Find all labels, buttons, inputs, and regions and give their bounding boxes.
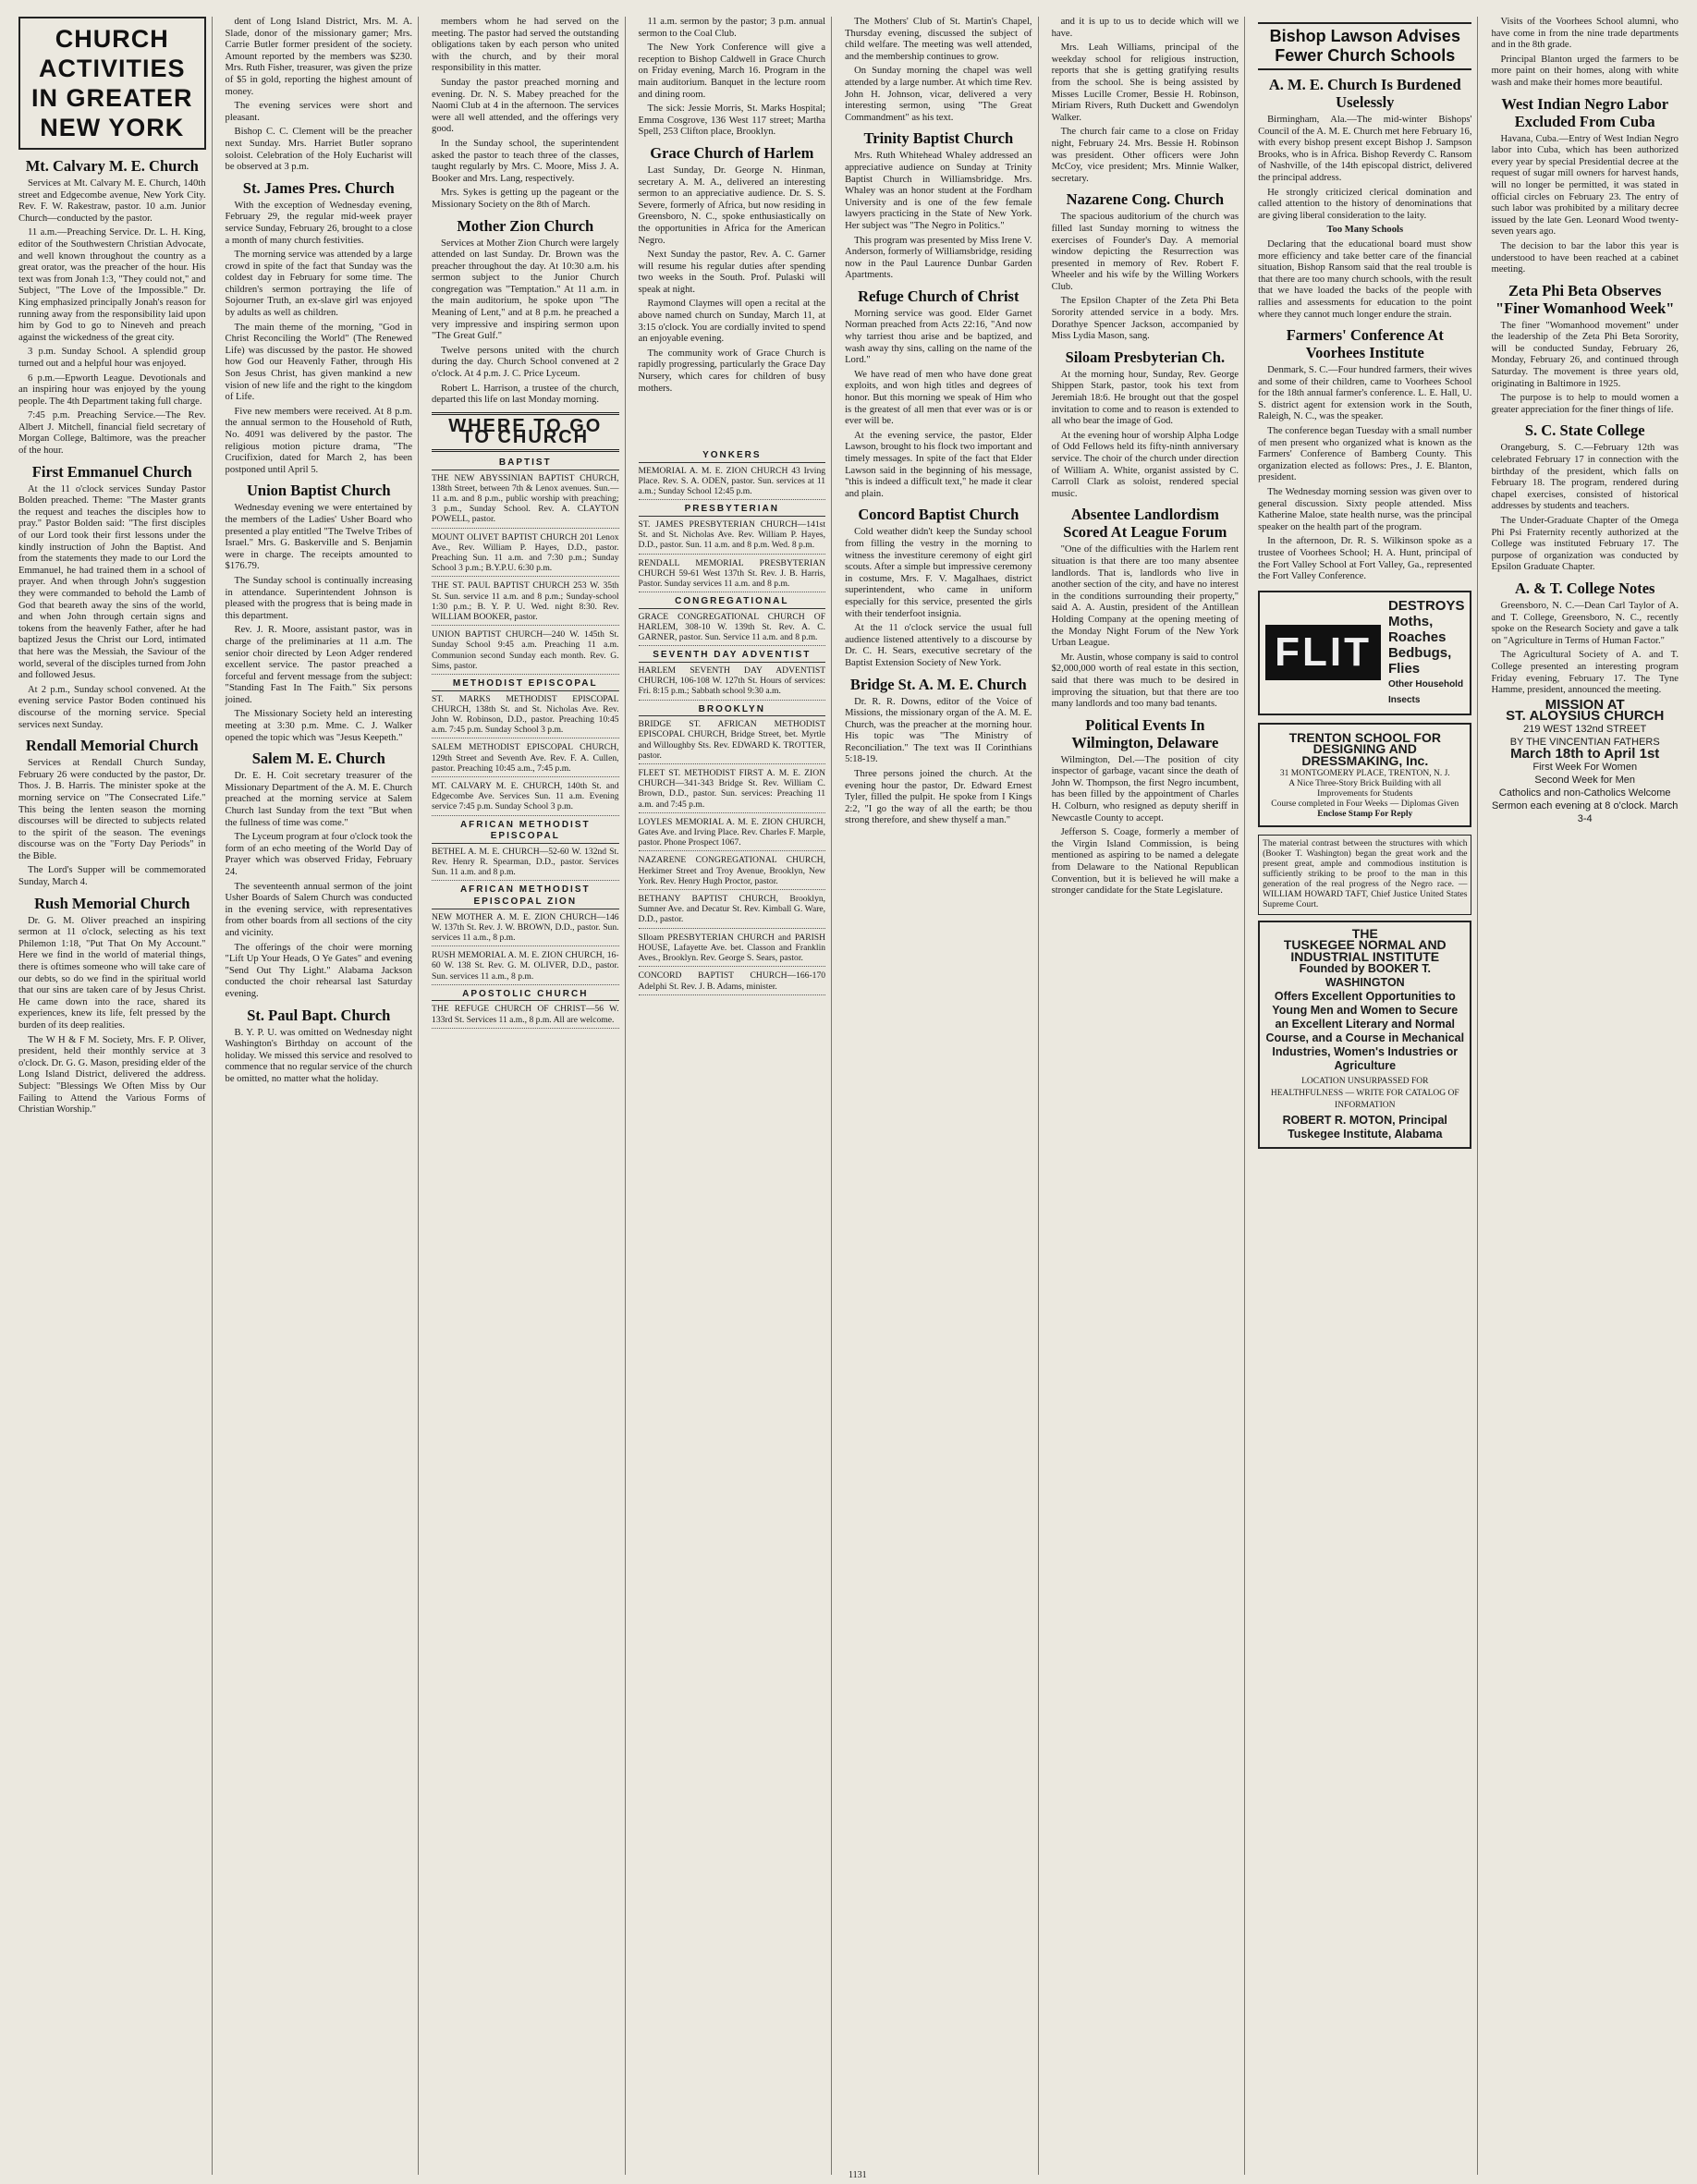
flit-line: Other Household Insects	[1387, 678, 1464, 705]
directory-entry: MT. CALVARY M. E. CHURCH, 140th St. and Edgecombe Ave. Services Sun. 11 a.m. Evening service 7:45 p.m. Sunday School 3 p.m.	[432, 781, 619, 816]
headline: Absentee Landlordism Scored At League Forum	[1063, 506, 1227, 542]
article-paragraph: 11 a.m.—Preaching Service. Dr. L. H. King, editor of the Southwestern Christian Advocate, and well known throughout the country as a great orator, was the preacher of the hour. His text was from Jonah 1:3, "They could not," and Subject, "The Love of the Impossible." Dr. King emphasized principally Jonah's reason for running away from the responsibility laid upon him by God to go to Nineveh and preach against the wickedness of the great city.	[18, 227, 206, 343]
article-paragraph: The W H & F M. Society, Mrs. F. P. Oliver, president, held their monthly service at 3 o'clock. Dr. G. G. Mason, presiding elder of the Long Island District, delivered the address. Subject: "Blessings We Often Miss by Our Failing to Attend the Various Forms of Christian Worship."	[18, 1034, 206, 1116]
tuskegee-line: LOCATION UNSURPASSED FOR HEALTHFULNESS — WRITE FOR CATALOG OF INFORMATION	[1270, 1077, 1459, 1110]
directory-entry: THE NEW ABYSSINIAN BAPTIST CHURCH, 138th Street, between 7th & Lenox avenues. Sun.—11 a.m. and 8 p.m., public worship with preaching; 3 p.m., Sunday School. Rev. A. CLAYTON POWELL, pastor.	[432, 473, 619, 529]
tuskegee-line: THE	[1351, 925, 1378, 941]
trenton-address: 31 MONTGOMERY PLACE, TRENTON, N. J.	[1279, 768, 1450, 778]
headline: Political Events In Wilmington, Delaware	[1071, 715, 1219, 751]
article-paragraph: The decision to bar the labor this year is understood to have been reached at a cabinet meeting.	[1491, 240, 1679, 275]
tuskegee-line: ROBERT R. MOTON, Principal	[1282, 1114, 1447, 1128]
article-paragraph: The Sunday school is continually increasing in attendance. Superintendent Johnson is pleased with the progress that is being made in this department.	[225, 575, 413, 621]
headline: Bridge St. A. M. E. Church	[849, 675, 1027, 693]
article-paragraph: Rev. J. R. Moore, assistant pastor, was in charge of the preliminaries at 11 a.m. The senior choir directed by Leon Adger rendered excellent service. The pastor preached a forceful and fervent message from the subject: "Standing Fast In The Faith." Six persons joined.	[225, 625, 413, 705]
article-paragraph: The offerings of the choir were morning "Lift Up Your Heads, O Ye Gates" and evening "Send Out Thy Light." Alabama Jackson conducted the choir rehearsal last Saturday evening.	[225, 942, 413, 999]
mission-address: 219 WEST 132nd STREET	[1523, 723, 1647, 735]
headline: Farmers' Conference At Voorhees Institute	[1286, 326, 1444, 362]
column-grid	[13, 17, 1684, 2175]
headline: Zeta Phi Beta Observes "Finer Womanhood Week"	[1496, 281, 1675, 317]
headline: Refuge Church of Christ	[858, 287, 1019, 305]
article-paragraph: The spacious auditorium of the church was filled last Sunday morning to witness the exercises of Founder's Day. A memorial window depicting the Resurrection was presented in memory of Rev. Robert F. Wheeler and his wife by the Willing Workers Club.	[1051, 212, 1239, 292]
directory-entry: HARLEM SEVENTH DAY ADVENTIST CHURCH, 106-108 W. 127th St. Hours of services: Fri. 8:15 p.m.; Sabbath school 9:30 a.m.	[639, 665, 826, 701]
article-paragraph: At the morning hour, Sunday, Rev. George Shippen Stark, pastor, took his text from Jeremiah 18:6. He brought out that the gospel invitation to come and to reason is extended to all who bear the image of God.	[1051, 369, 1239, 427]
article-paragraph: The sick: Jessie Morris, St. Marks Hospital; Emma Cosgrove, 136 West 117 street; Martha Spell, 253 Clifton place, Brooklyn.	[638, 104, 826, 138]
mission-line: First Week For Women	[1532, 761, 1638, 773]
directory-entry: GRACE CONGREGATIONAL CHURCH OF HARLEM, 308-10 W. 139th St. Rev. A. C. GARNER, pastor. Sun. Service 11 a.m. and 8 p.m.	[639, 612, 826, 647]
article-paragraph: The conference began Tuesday with a small number of men present who organized what is known as the Farmers' Conference of Bamberg County. This organization elected as follows: Pres., J. E. Blanton, president.	[1258, 426, 1472, 483]
headline: Salem M. E. Church	[251, 750, 385, 768]
directory-entry: MOUNT OLIVET BAPTIST CHURCH 201 Lenox Ave., Rev. William P. Hayes, D.D., pastor. Preaching Sun. 11 a.m. and 7:30 p.m.; Sunday School 3 p.m.; B.Y.P.U. 6:30 p.m.	[432, 532, 619, 578]
article-paragraph: At the 11 o'clock services Sunday Pastor Bolden preached. Theme: "The Master grants the request and teaches the disciples how to pray." Pastor Bolden said: "The first disciples of our Lord took their first lessons under the kindly instruction of John the Baptist. And from the statements they made to our Lord the Emmanuel, he had trained them in a school of prayer. And when through John's suggestion they were commanded to behold the Lamb of God that beareth away the sins of the world, and when John through certain signs and tokens from the heavenly Father, after he had baptized Jesus the Christ our Lord, intimated that here was the Messiah, the Saviour of the world, several of the disciples turned from John and followed Jesus.	[18, 483, 206, 681]
article-paragraph: B. Y. P. U. was omitted on Wednesday night Washington's Birthday on account of the holiday. We missed this service and resolved to commence that no regular service of the church be omitted, no matter what the holiday.	[225, 1027, 413, 1084]
article-paragraph: Services at Mt. Calvary M. E. Church, 140th street and Edgecombe avenue, New York City. Rev. F. W. Rakestraw, pastor. 10 a.m. Junior Church—conducted by the pastor.	[18, 178, 206, 224]
tuskegee-line: Offers Excellent Opportunities to Young Men and Women to Secure an Excellent Literary and Normal Course, and a Course in Mechanical Industries, Women's Industries or Agriculture	[1265, 990, 1465, 1073]
headline: Siloam Presbyterian Ch.	[1065, 348, 1226, 366]
mission-line: Catholics and non-Catholics Welcome	[1498, 787, 1671, 799]
article-paragraph: The purpose is to help to mould women a greater appreciation for the finer things of life.	[1491, 393, 1679, 415]
article-paragraph: The morning service was attended by a large crowd in spite of the fact that Sunday was the coldest day in February for some time. The children's sermon portraying the life of Sojourner Truth, an ex-slave girl was enjoyed by adults as well as children.	[225, 250, 413, 319]
column-4	[633, 17, 833, 2175]
article-paragraph: Services at Mother Zion Church were largely attended on last Sunday. Dr. Brown was the preacher throughout the day. At 10:30 a.m. his sermon subject to the Junior Church congregation was "Temptation." At 11 a.m. in the main auditorium, he spoke upon "The Meaning of Lent," and at 8 p.m. he preached a very impressive and inspiring sermon upon "The Great Gulf."	[432, 238, 619, 342]
article-paragraph: "One of the difficulties with the Harlem rent situation is that there are too many absentee landlords. That is, landlords who live in another section of the city, and have no interest in the conditions surrounding their property," said A. A. Austin, president of the Antillean Holding Company at the opening meeting of the Monday Night Forum of the New York Urban League.	[1051, 544, 1239, 649]
directory-entry: RENDALL MEMORIAL PRESBYTERIAN CHURCH 59-61 West 137th St. Rev. J. B. Harris, Pastor. Sunday services 11 a.m. and 8 p.m.	[639, 558, 826, 593]
article-paragraph: The Missionary Society held an interesting meeting at 3:30 p.m. Mme. C. J. Walker opened the topic which was "Jesus Keepeth."	[225, 709, 413, 743]
article-paragraph: With the exception of Wednesday evening, February 29, the regular mid-week prayer service Sunday, February 26, brought to a close a month of many church festivities.	[225, 200, 413, 246]
directory-entry: CONCORD BAPTIST CHURCH—166-170 Adelphi St. Rev. J. B. Adams, minister.	[639, 970, 826, 994]
article-paragraph: The Wednesday morning session was given over to general discussion. Sixty people attended. Miss Katherine Maloe, state health nurse, was the principal speaker on the health part of the program.	[1258, 487, 1472, 532]
flit-line: Bedbugs, Flies	[1387, 644, 1452, 677]
directory-entry: BRIDGE ST. AFRICAN METHODIST EPISCOPAL CHURCH, Bridge Street, bet. Myrtle and Willoughby Sts. Rev. EDWARD K. TROTTER, pastor.	[639, 719, 826, 764]
masthead-line-2: IN GREATER NEW YORK	[31, 84, 193, 141]
article-paragraph: The New York Conference will give a reception to Bishop Caldwell in Grace Church on Friday evening, March 16. Program in the main auditorium. Banquet in the lecture room and dining room.	[638, 43, 826, 100]
headline: Nazarene Cong. Church	[1066, 190, 1225, 209]
headline: Bishop Lawson Advises Fewer Church Schools	[1258, 22, 1471, 70]
article-paragraph: At the evening hour of worship Alpha Lodge of Odd Fellows held its fifty-ninth anniversary service. The choir of the church under direction of William A. White, organist assisted by C. Carroll Clark as soloist, rendered special music.	[1051, 430, 1239, 499]
headline: Rendall Memorial Church	[25, 737, 199, 755]
column-2	[220, 17, 420, 2175]
article-paragraph: Birmingham, Ala.—The mid-winter Bishops' Council of the A. M. E. Church met here February 16, with every bishop present except Bishop J. Sampson Brooks, who is in Africa. Bishop Reverdy C. Ransom of Nashville, of the 14th episcopal district, delivered the principal address.	[1258, 115, 1472, 183]
directory-entry: BETHANY BAPTIST CHURCH, Brooklyn, Sumner Ave. and Decatur St. Rev. Kimball G. Ware, D.D., pastor.	[639, 894, 826, 929]
subheadline: A. M. E. Church Is Burdened Uselessly	[1268, 76, 1461, 111]
directory-section-heading: BROOKLYN	[639, 704, 826, 717]
article-paragraph: Orangeburg, S. C.—February 12th was celebrated February 17 in connection with the birthday of the president, which falls on February 18. The program, rendered during chapel exercises, consisted of historical addresses by students and teachers.	[1491, 443, 1679, 512]
article-paragraph: We have read of men who have done great exploits, and won high titles and degrees of honor. But this morning we speak of Him who is the greatest of all men that ever was or is or ever will be.	[845, 369, 1032, 427]
column-5	[839, 17, 1039, 2175]
section-subhead: Too Many Schools	[1326, 225, 1404, 236]
article-paragraph: Wilmington, Del.—The position of city inspector of garbage, vacant since the death of John W. Thompson, the first Negro incumbent, has been filled by the appointment of Charles H. Colburn, who resigned as deputy sheriff in Newcastle County to accept.	[1051, 754, 1239, 824]
directory-entry: NEW MOTHER A. M. E. ZION CHURCH—146 W. 137th St. Rev. J. W. BROWN, D.D., pastor. Sun. services 11 a.m., 8 p.m.	[432, 912, 619, 947]
trenton-title: TRENTON SCHOOL FOR DESIGNING AND DRESSMAKING, Inc.	[1288, 729, 1441, 768]
headline: St. Paul Bapt. Church	[247, 1006, 391, 1024]
article-paragraph: The Under-Graduate Chapter of the Omega Phi Psi Fraternity recently authorized at the College was instituted February 17. The purpose of organization was conducted by Epsilon Graduate Chapter.	[1491, 516, 1679, 573]
headline: A. & T. College Notes	[1514, 579, 1655, 597]
directory-section-heading: SEVENTH DAY ADVENTIST	[639, 650, 826, 663]
article-paragraph: Morning service was good. Elder Garnet Norman preached from Acts 22:16, "And now why tarriest thou arise and be baptized, and wash away thy sins, calling on the name of the Lord."	[845, 308, 1032, 366]
article-paragraph: At the evening service, the pastor, Elder Lawson, brought to his flock two important and timely messages. In spite of the fact that Elder Lawson said in the beginning of his message, "this is indeed a difficult text," he made it clear and plain.	[845, 430, 1032, 499]
tuskegee-advertisement	[1258, 921, 1471, 1150]
article-paragraph: Mrs. Ruth Whitehead Whaley addressed an appreciative audience on Sunday at Trinity Baptist Church in Williamsbridge. Mrs. Whaley was an honor student at the Fordham University and is one of the few female lawyers practicing in the State of New York. Her subject was "The Negro in Politics."	[845, 151, 1032, 231]
directory-section-heading: METHODIST EPISCOPAL	[432, 678, 619, 691]
flit-line: Moths, Roaches	[1387, 613, 1447, 645]
flit-logo: FLIT	[1265, 625, 1381, 680]
article-paragraph: Mrs. Leah Williams, principal of the weekday school for religious instruction, reports that she is getting gratifying results from the school. She is being assisted by Misses Lucille Cromer, Bessie H. Robinson, Miriam Rivers, Ruth Duckett and Gwendolyn Walker.	[1051, 43, 1239, 123]
masthead-line-1: CHURCH ACTIVITIES	[39, 25, 186, 82]
directory-entry: ST. MARKS METHODIST EPISCOPAL CHURCH, 138th St. and St. Nicholas Ave. Rev. John W. Robinson, D.D., pastor. Preaching 10:45 a.m. 7:45 p.m. Sunday School 3 p.m.	[432, 694, 619, 739]
headline: Grace Church of Harlem	[650, 143, 814, 162]
headline: Union Baptist Church	[246, 482, 391, 500]
headline: Mother Zion Church	[457, 216, 594, 235]
flit-advertisement	[1258, 591, 1471, 715]
directory-section-heading: BAPTIST	[432, 458, 619, 470]
article-paragraph: 11 a.m. sermon by the pastor; 3 p.m. annual sermon to the Coal Club.	[638, 17, 826, 39]
directory-title: WHERE TO GO TO CHURCH	[432, 412, 619, 452]
article-paragraph: At 2 p.m., Sunday school convened. At the evening service Pastor Boden continued his discourse of the morning service. Special services next Sunday.	[18, 684, 206, 730]
article-paragraph: Jefferson S. Coage, formerly a member of the Virgin Island Commission, is being mentioned as aspiring to be named a delegate from Delaware to the National Republican Convention, but it is believed he will make a stronger candidate for the State Legislature.	[1051, 827, 1239, 897]
directory-entry: LOYLES MEMORIAL A. M. E. ZION CHURCH, Gates Ave. and Irving Place. Rev. Charles F. Marple, pastor. Phone Prospect 1067.	[639, 817, 826, 852]
trenton-line: A Nice Three-Story Brick Building with all Improvements for Students	[1288, 778, 1442, 799]
masthead	[18, 17, 206, 150]
article-paragraph: Bishop C. C. Clement will be the preacher next Sunday. Mrs. Harriet Butler soprano soloist. Celebration of the Holy Eucharist will be observed at 3 p.m.	[225, 127, 413, 173]
article-paragraph: Raymond Claymes will open a recital at the above named church on Sunday, March 11, at 3:15 o'clock. You are cordially invited to spend an enjoyable evening.	[638, 299, 826, 345]
tuskegee-title: TUSKEGEE NORMAL AND INDUSTRIAL INSTITUTE	[1283, 937, 1447, 964]
trenton-line: Course completed in Four Weeks — Diplomas Given	[1271, 799, 1459, 809]
article-paragraph: This program was presented by Miss Irene V. Anderson, formerly of Williamsbridge, residing now in the Paul Laurence Dunbar Garden Apartments.	[845, 235, 1032, 281]
article-paragraph: The Lord's Supper will be commemorated Sunday, March 4.	[18, 865, 206, 888]
article-paragraph: Twelve persons united with the church during the day. Church School convened at 2 o'clock. At 4 p.m. J. C. Price Lyceum.	[432, 345, 619, 380]
article-paragraph: 6 p.m.—Epworth League. Devotionals and an inspiring hour was enjoyed by the young people. The 4th Department taking full charge.	[18, 372, 206, 407]
article-paragraph: and it is up to us to decide which will we have.	[1051, 17, 1239, 39]
article-paragraph: Dr. R. R. Downs, editor of the Voice of Missions, the missionary organ of the A. M. E. Church, was the preacher at the morning hour. His topic was "The Ministry of Reconciliation." The text was II Corinthians 5:18-19.	[845, 696, 1032, 765]
headline: S. C. State College	[1524, 421, 1645, 440]
tuskegee-line: Tuskegee Institute, Alabama	[1288, 1128, 1443, 1141]
article-paragraph: The seventeenth annual sermon of the joint Usher Boards of Salem Church was conducted in the evening service, with representatives from other boards from all sections of the city and vicinity.	[225, 881, 413, 938]
directory-entry: BETHEL A. M. E. CHURCH—52-60 W. 132nd St. Rev. Henry R. Spearman, D.D., pastor. Services Sun. 11 a.m. and 8 p.m.	[432, 847, 619, 882]
trenton-advertisement	[1258, 723, 1471, 827]
article-paragraph: Dr. G. M. Oliver preached an inspiring sermon at 11 o'clock, selecting as his text Philemon 1:18, "Put That On My Account." Here we find in the world of material things, there is oftimes someone who will take care of our debts, so do we find in the spiritual world that our sins are taken care of by Jesus Christ. He came down into the race, shared its experiences, knew its life, felt pressed by the burden of its deep realities.	[18, 915, 206, 1031]
article-paragraph: Greensboro, N. C.—Dean Carl Taylor of A. and T. College, Greensboro, N. C., recently spoke on the Research Society and gave a talk on "Agriculture in Terms of Human Factor."	[1491, 600, 1679, 646]
directory-section-heading: YONKERS	[639, 450, 826, 463]
article-paragraph: The evening services were short and pleasant.	[225, 101, 413, 123]
article-paragraph: dent of Long Island District, Mrs. M. A. Slade, donor of the missionary gamer; Mrs. Carrie Butler former president of the society. Amount reported by the members was $230. Mrs. Ruth Fisher, treasurer, was given the prize of $5 in gold, reporting the highest amount of money.	[225, 17, 413, 97]
article-paragraph: Sunday the pastor preached morning and evening. Dr. N. S. Mabey preached for the Naomi Club at 4 in the afternoon. The services were all well attended, and the offerings very good.	[432, 77, 619, 135]
column-1	[13, 17, 213, 2175]
headline: Concord Baptist Church	[858, 506, 1019, 524]
article-paragraph: In the afternoon, Dr. R. S. Wilkinson spoke as a trustee of Voorhees School; H. A. Hunt, principal of the Fort Valley School at Fort Valley, Ga., represented the Fort Valley Conference.	[1258, 536, 1472, 582]
article-paragraph: Declaring that the educational board must show more efficiency and take better care of the financial situation, Bishop Ransom said that the real trouble is that there are too many church schools, with the result that we have loaded the backs of the people with rallies and assessments for education to the point where they cannot much longer endure the strain.	[1258, 238, 1472, 320]
article-paragraph: The Epsilon Chapter of the Zeta Phi Beta Sorority attended service in a body. Mrs. Dorathye Spencer Jackson, accompanied by Miss Lydia Mason, sang.	[1051, 296, 1239, 342]
article-paragraph: Last Sunday, Dr. George N. Hinman, secretary A. M. A., delivered an interesting sermon to an appreciative audience. Dr. S. S. Severe, formerly of Africa, but now residing in Greensboro, N. C., spoke enthusiastically on the opportunities in Africa for the American Negro.	[638, 165, 826, 246]
article-paragraph: Three persons joined the church. At the evening hour the pastor, Dr. Edward Ernest Tyler, filled the pulpit. He spoke from I Kings 2:2, "I go the way of all the earth; be thou strong therefore, and shew thyself a man."	[845, 769, 1032, 826]
headline: Rush Memorial Church	[34, 894, 190, 912]
article-paragraph: The church fair came to a close on Friday night, February 24. Mrs. Bessie H. Robinson was president. Other officers were John McCoy, vice president; Mrs. Minnie Walker, secretary.	[1051, 127, 1239, 184]
article-paragraph: The community work of Grace Church is rapidly progressing, particularly the Grace Day Nursery, which cares for children of busy mothers.	[638, 348, 826, 394]
mission-by: BY THE VINCENTIAN FATHERS	[1509, 736, 1660, 748]
article-paragraph: Principal Blanton urged the farmers to be more paint on their homes, along with white wash and make their homes more beautiful.	[1491, 54, 1679, 88]
article-paragraph: Cold weather didn't keep the Sunday school from filling the vestry in the morning to witness the investiture ceremony of eight girl scouts. After a simple but impressive ceremony in costume, Mrs. F. V. Magalhaes, district superintendent, who came in uniform especially for this service, presented the girls with their tenderfoot insignia.	[845, 527, 1032, 619]
directory-entry: NAZARENE CONGREGATIONAL CHURCH, Herkimer Street and Troy Avenue, Brooklyn, New York. Rev. Henry Hugh Proctor, pastor.	[639, 855, 826, 890]
directory-entry: UNION BAPTIST CHURCH—240 W. 145th St. Sunday School 9:45 a.m. Preaching 11 a.m. Communion second Sunday each month. Rev. G. Sims, pastor.	[432, 629, 619, 675]
article-paragraph: Services at Rendall Church Sunday, February 26 were conducted by the pastor, Dr. Thos. J. B. Harris. The minister spoke at the morning service on "The Consecrated Life." This being the lenten season the morning discourses will be directed to subjects related to the spirit of the season. The evenings discourse was on the "Forty Day Periods" in the Bible.	[18, 758, 206, 861]
flit-line: DESTROYS	[1387, 597, 1465, 614]
article-paragraph: Five new members were received. At 8 p.m. the annual sermon to the Household of Ruth, No. 4091 was delivered by the pastor. The religious motion picture drama, "The Crucifixion, dated for March 2, has been postponed until April 5.	[225, 406, 413, 475]
article-paragraph: The Lyceum program at four o'clock took the form of an echo meeting of the World Day of Prayer which was observed Friday, February 24.	[225, 832, 413, 877]
article-paragraph: Havana, Cuba.—Entry of West Indian Negro labor into Cuba, which has been authorized every year by special Presidential decree at the request of sugar mill owners for harvest hands, will no longer be permitted, it was stated in official circles on February 23. The entry of such labor was prohibited by a military decree issued by the late Gen. Leonard Wood twenty-seven years ago.	[1491, 133, 1679, 238]
article-paragraph: At the 11 o'clock service the usual full audience listened attentively to a discourse by Dr. C. H. Sears, executive secretary of the Baptist Extension Society of New York.	[845, 623, 1032, 668]
directory-section-heading: APOSTOLIC CHURCH	[432, 989, 619, 1002]
directory-entry: THE ST. PAUL BAPTIST CHURCH 253 W. 35th St. Sun. service 11 a.m. and 8 p.m.; Sunday-school 1:30 p.m.; B. Y. P. U. Wed. night 8:30. Rev. WILLIAM BOOKER, pastor.	[432, 580, 619, 626]
directory-entry: THE REFUGE CHURCH OF CHRIST—56 W. 133rd St. Services 11 a.m., 8 p.m. All are welcome.	[432, 1004, 619, 1028]
column-6	[1046, 17, 1246, 2175]
mission-line: Sermon each evening at 8 o'clock. March 3-4	[1492, 799, 1679, 824]
headline: St. James Pres. Church	[242, 178, 395, 197]
article-paragraph: He strongly criticized clerical domination and called attention to the history of denominations that are giving liberal consideration to the laity.	[1258, 187, 1472, 221]
article-paragraph: Denmark, S. C.—Four hundred farmers, their wives and some of their children, came to Voorhees School for the 18th annual farmer's conference. L. E. Hall, U. S. district agent for extension work in the South, Raleigh, N. C., was the speaker.	[1258, 365, 1472, 422]
column-3	[426, 17, 626, 2175]
directory-section-heading: AFRICAN METHODIST EPISCOPAL	[432, 820, 619, 844]
mission-dates: March 18th to April 1st	[1510, 745, 1660, 762]
article-paragraph: The main theme of the morning, "God in Christ Reconciling the World" (The Renewed Life) was discussed by the pastor. He showed how God our Heavenly Father, through His Son Jesus Christ, has given mankind a new vision of new life and the right to the kingdom of Life.	[225, 322, 413, 403]
trenton-line: Enclose Stamp For Reply	[1317, 809, 1413, 819]
directory-entry: ST. JAMES PRESBYTERIAN CHURCH—141st St. and St. Nicholas Ave. Rev. William P. Hayes, D.D., pastor. Sun. 11 a.m. and 8 p.m. Wed. 8 p.m.	[639, 519, 826, 555]
page-number: 1131	[848, 2170, 867, 2180]
article-paragraph: Mr. Austin, whose company is said to control $2,000,000 worth of real estate in this section, said that there was much to be desired in improving the situation, but that there are too many landlords and too many bad tenants.	[1051, 652, 1239, 710]
directory-entry: RUSH MEMORIAL A. M. E. ZION CHURCH, 16-60 W. 138 St. Rev. G. M. OLIVER, D.D., pastor. Sun. services 11 a.m., 8 p.m.	[432, 950, 619, 985]
article-paragraph: The finer "Womanhood movement" under the leadership of the Zeta Phi Beta Sorority, will be conducted Sunday, February 26, Monday, February 26, and continued through Saturday. The movement is three years old, originating in Baltimore in 1925.	[1491, 320, 1679, 389]
directory-entry: MEMORIAL A. M. E. ZION CHURCH 43 Irving Place. Rev. S. A. ODEN, pastor. Sun. services at 11 a.m.; Sunday School 12:45 p.m.	[639, 466, 826, 501]
article-paragraph: Next Sunday the pastor, Rev. A. C. Garner will resume his regular duties after spending two weeks in the South. Prof. Pulaski will speak at night.	[638, 250, 826, 295]
column-7	[1252, 17, 1478, 2175]
article-paragraph: Dr. E. H. Coit secretary treasurer of the Missionary Department of the A. M. E. Church preached at the morning service at Salem Church last Sunday from the text "But when the fullness of time was come."	[225, 771, 413, 828]
article-paragraph: Visits of the Voorhees School alumni, who have come in from the nine trade departments and in the 8th grade.	[1491, 17, 1679, 51]
article-paragraph: In the Sunday school, the superintendent asked the pastor to teach three of the classes, taught regularly by Mrs. C. Moore, Miss J. A. Booker and Mrs. Lang, respectively.	[432, 138, 619, 184]
directory-entry: SIloam PRESBYTERIAN CHURCH and PARISH HOUSE, Lafayette Ave. bet. Classon and Franklin Aves., Brooklyn. Rev. George S. Sears, pastor.	[639, 933, 826, 968]
directory-section-heading: CONGREGATIONAL	[639, 596, 826, 609]
taft-quote: The material contrast between the structures with which (Booker T. Washington) began the great work and the present great, ample and commodious institution is sufficiently striking to be proof to the man in this generation of the real progress of the Negro race. — WILLIAM HOWARD TAFT, Chief Justice United States Supreme Court.	[1258, 835, 1471, 915]
mission-line: Second Week for Men	[1534, 774, 1636, 786]
headline: Mt. Calvary M. E. Church	[25, 157, 199, 175]
directory-section-heading: PRESBYTERIAN	[639, 504, 826, 517]
directory-entry: SALEM METHODIST EPISCOPAL CHURCH, 129th Street and Seventh Ave. Rev. F. A. Cullen, pastor. Preaching 10:45 a.m., 7:45 p.m.	[432, 742, 619, 777]
article-paragraph: Mrs. Sykes is getting up the pageant or the Missionary Society on the 8th of March.	[432, 188, 619, 210]
directory-section-heading: AFRICAN METHODIST EPISCOPAL ZION	[432, 885, 619, 909]
article-paragraph: On Sunday morning the chapel was well attended by a large number. At which time Rev. John H. Johnson, vicar, delivered a very interesting sermon, using "The Great Commandment" as his text.	[845, 66, 1032, 123]
article-paragraph: 7:45 p.m. Preaching Service.—The Rev. Albert J. Mitchell, financial field secretary of Morgan College, Baltimore, was the preacher of the hour.	[18, 410, 206, 457]
article-paragraph: The Mothers' Club of St. Martin's Chapel, Thursday evening, discussed the subject of child welfare. The meeting was well attended, and the membership continues to grow.	[845, 17, 1032, 62]
column-8	[1485, 17, 1684, 2175]
article-paragraph: 3 p.m. Sunday School. A splendid group turned out and a helpful hour was enjoyed.	[18, 347, 206, 369]
mission-advertisement	[1491, 696, 1679, 825]
headline: Trinity Baptist Church	[863, 129, 1014, 148]
directory-entry: FLEET ST. METHODIST FIRST A. M. E. ZION CHURCH—341-343 Bridge St. Rev. William C. Brown, D.D., pastor. Sun. services: Preaching 11 a.m. and 7:45 p.m.	[639, 768, 826, 813]
headline: First Emmanuel Church	[31, 462, 192, 481]
article-paragraph: Wednesday evening we were entertained by the members of the Ladies' Usher Board who presented a play entitled "The Twelve Tribes of Israel." Mrs. G. Baskerville and S. Benjamin were in charge. The receipts amounted to $176.79.	[225, 503, 413, 572]
article-paragraph: members whom he had served on the meeting. The pastor had served the outstanding obligations taken by each person who united with the church, and by their moral responsibility in this matter.	[432, 17, 619, 74]
article-paragraph: Robert L. Harrison, a trustee of the church, departed this life on last Monday morning.	[432, 383, 619, 406]
headline: West Indian Negro Labor Excluded From Cuba	[1501, 94, 1669, 130]
tuskegee-line: Founded by BOOKER T. WASHINGTON	[1299, 962, 1431, 990]
mission-church: ST. ALOYSIUS CHURCH	[1506, 708, 1665, 725]
mission-title: MISSION AT	[1544, 696, 1625, 713]
article-paragraph: The Agricultural Society of A. and T. College presented an interesting program Friday evening, February 17. The Tyne Hamme, president, announced the meeting.	[1491, 650, 1679, 696]
